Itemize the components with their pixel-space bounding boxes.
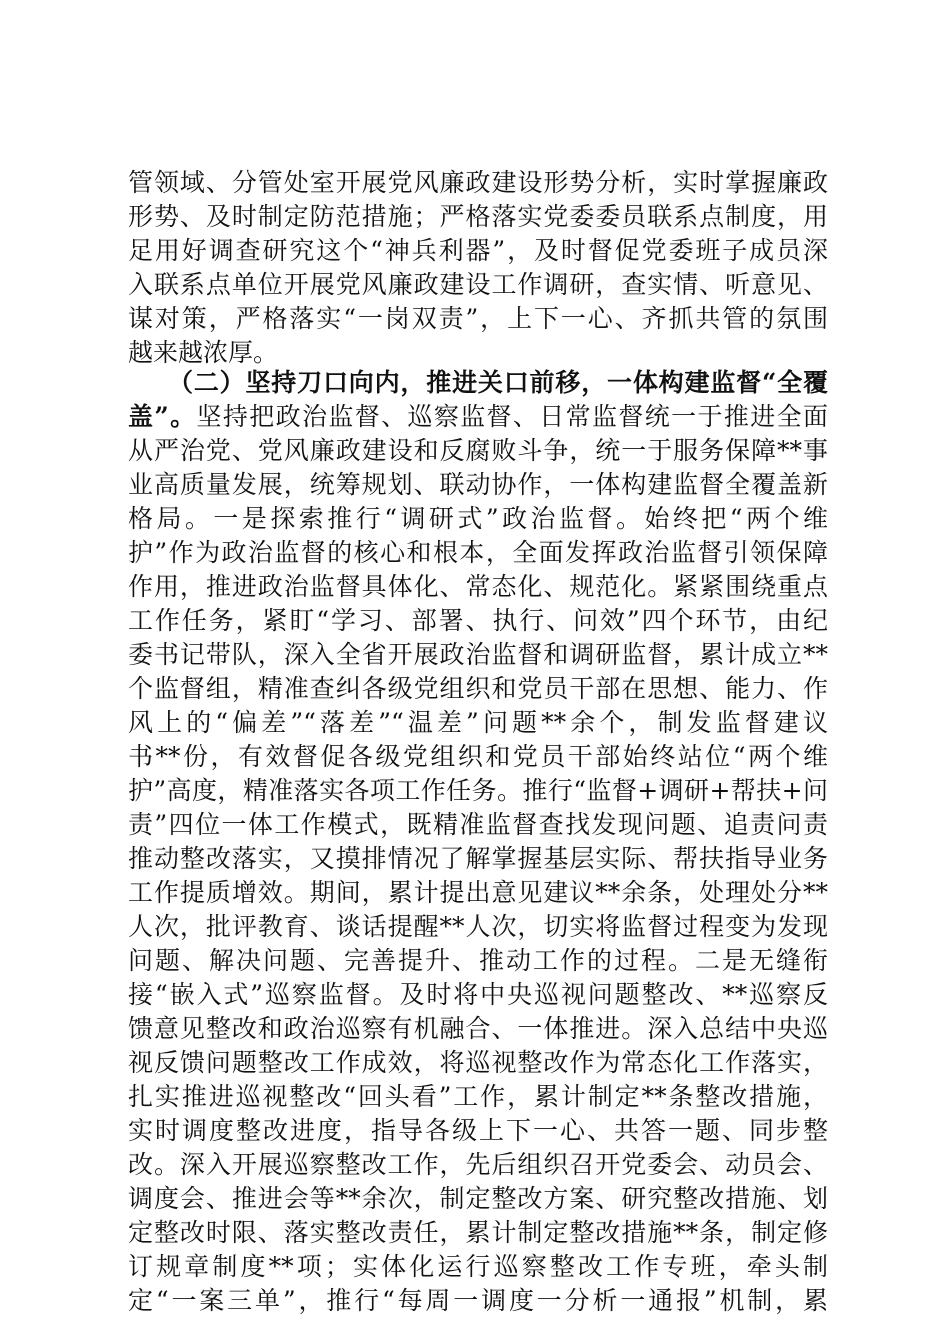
section-heading: （二）坚持刀口向内，推进关口前移，一体构建监督“全覆 [168,368,828,397]
paragraph-line [128,400,828,434]
paragraph-line: 问题、解决问题、完善提升、推动工作的过程。二是无缝衔 [128,946,828,975]
paragraph-line: 定整改时限、落实整改责任，累计制定整改措施**条，制定修 [128,1218,828,1247]
paragraph-line: 足用好调查研究这个“神兵利器”，及时督促党委班子成员深 [128,236,828,265]
paragraph-line: 书**份，有效督促各级党组织和党员干部始终站位“两个维 [128,742,828,771]
paragraph-line: 改。深入开展巡察整改工作，先后组织召开党委会、动员会、 [128,1150,828,1179]
paragraph-line: 形势、及时制定防范措施；严格落实党委委员联系点制度，用 [128,202,828,231]
section-heading-end: 盖”。 [128,402,197,431]
paragraph-line: 扎实推进巡视整改“回头看”工作，累计制定**条整改措施， [128,1082,828,1111]
paragraph-line: 管领域、分管处室开展党风廉政建设形势分析，实时掌握廉政 [128,168,828,197]
paragraph-line: 推动整改落实，又摸排情况了解掌握基层实际、帮扶指导业务 [128,844,828,873]
paragraph-line: 从严治党、党风廉政建设和反腐败斗争，统一于服务保障**事 [128,436,828,465]
paragraph-line: 订规章制度**项；实体化运行巡察整改工作专班，牵头制 [128,1252,828,1281]
paragraph-1 [128,166,828,370]
paragraph-line: 格局。一是探索推行“调研式”政治监督。始终把“两个维 [128,504,828,533]
paragraph-line: 护”高度，精准落实各项工作任务。推行“监督+调研+帮扶+问 [128,776,828,805]
paragraph-line-rest: 坚持把政治监督、巡察监督、日常监督统一于推进全面 [196,402,828,431]
paragraph-line: 责”四位一体工作模式，既精准监督查找发现问题、追责问责 [128,810,828,839]
paragraph-line: 谋对策，严格落实“一岗双责”，上下一心、齐抓共管的氛围 [128,304,828,333]
paragraph-line: 作用，推进政治监督具体化、常态化、规范化。紧紧围绕重点 [128,572,828,601]
paragraph-line: 委书记带队，深入全省开展政治监督和调研监督，累计成立** [128,640,828,669]
paragraph-line: 实时调度整改进度，指导各级上下一心、共答一题、同步整 [128,1116,828,1145]
paragraph-line: 视反馈问题整改工作成效，将巡视整改作为常态化工作落实， [128,1048,828,1077]
paragraph-line: 馈意见整改和政治巡察有机融合、一体推进。深入总结中央巡 [128,1014,828,1043]
paragraph-line: 个监督组，精准查纠各级党组织和党员干部在思想、能力、作 [128,674,828,703]
paragraph-line: 调度会、推进会等**余次，制定整改方案、研究整改措施、划 [128,1184,828,1213]
paragraph-line: 入联系点单位开展党风廉政建设工作调研，查实情、听意见、 [128,270,828,299]
paragraph-line: 护”作为政治监督的核心和根本，全面发挥政治监督引领保障 [128,538,828,567]
paragraph-line: 工作提质增效。期间，累计提出意见建议**余条，处理处分** [128,878,828,907]
paragraph-line: 业高质量发展，统筹规划、联动协作，一体构建监督全覆盖新 [128,470,828,499]
paragraph-2 [128,366,828,1318]
paragraph-line: 风上的“偏差”“落差”“温差”问题**余个，制发监督建议 [128,708,828,737]
paragraph-line: 越来越浓厚。 [128,338,279,367]
paragraph-line: 定“一案三单”，推行“每周一调度一分析一通报”机制，累 [128,1286,828,1315]
paragraph-line: 工作任务，紧盯“学习、部署、执行、问效”四个环节，由纪 [128,606,828,635]
paragraph-line: 接“嵌入式”巡察监督。及时将中央巡视问题整改、**巡察反 [128,980,828,1009]
paragraph-line: 人次，批评教育、谈话提醒**人次，切实将监督过程变为发现 [128,912,828,941]
